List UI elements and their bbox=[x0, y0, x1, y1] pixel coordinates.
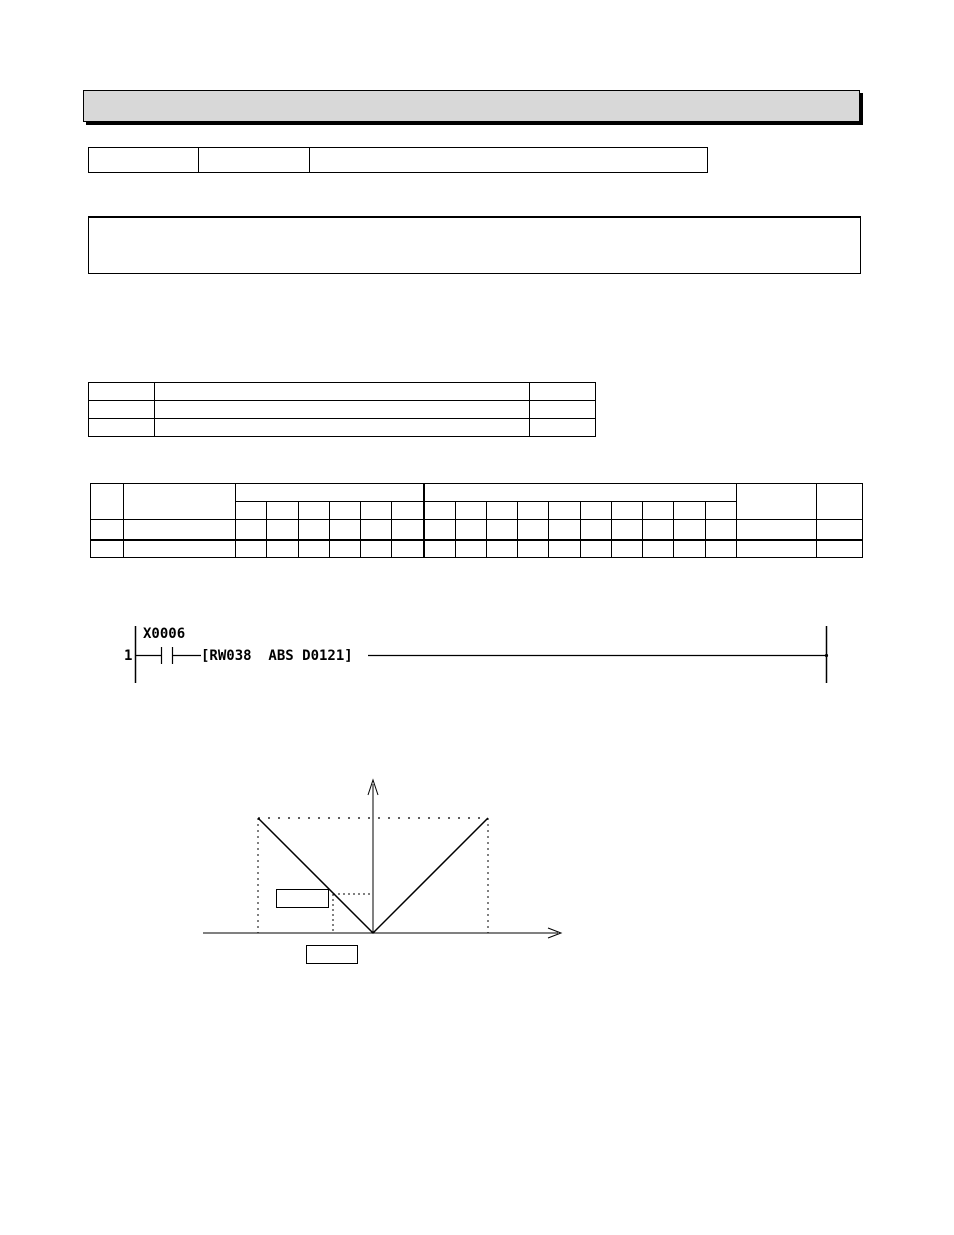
output-label-box bbox=[277, 890, 329, 908]
function-block: [RW038 ABS D0121] bbox=[201, 648, 353, 664]
contact-label: X0006 bbox=[143, 626, 186, 642]
rung-number: 1 bbox=[124, 648, 133, 664]
input-label-box bbox=[307, 946, 358, 964]
